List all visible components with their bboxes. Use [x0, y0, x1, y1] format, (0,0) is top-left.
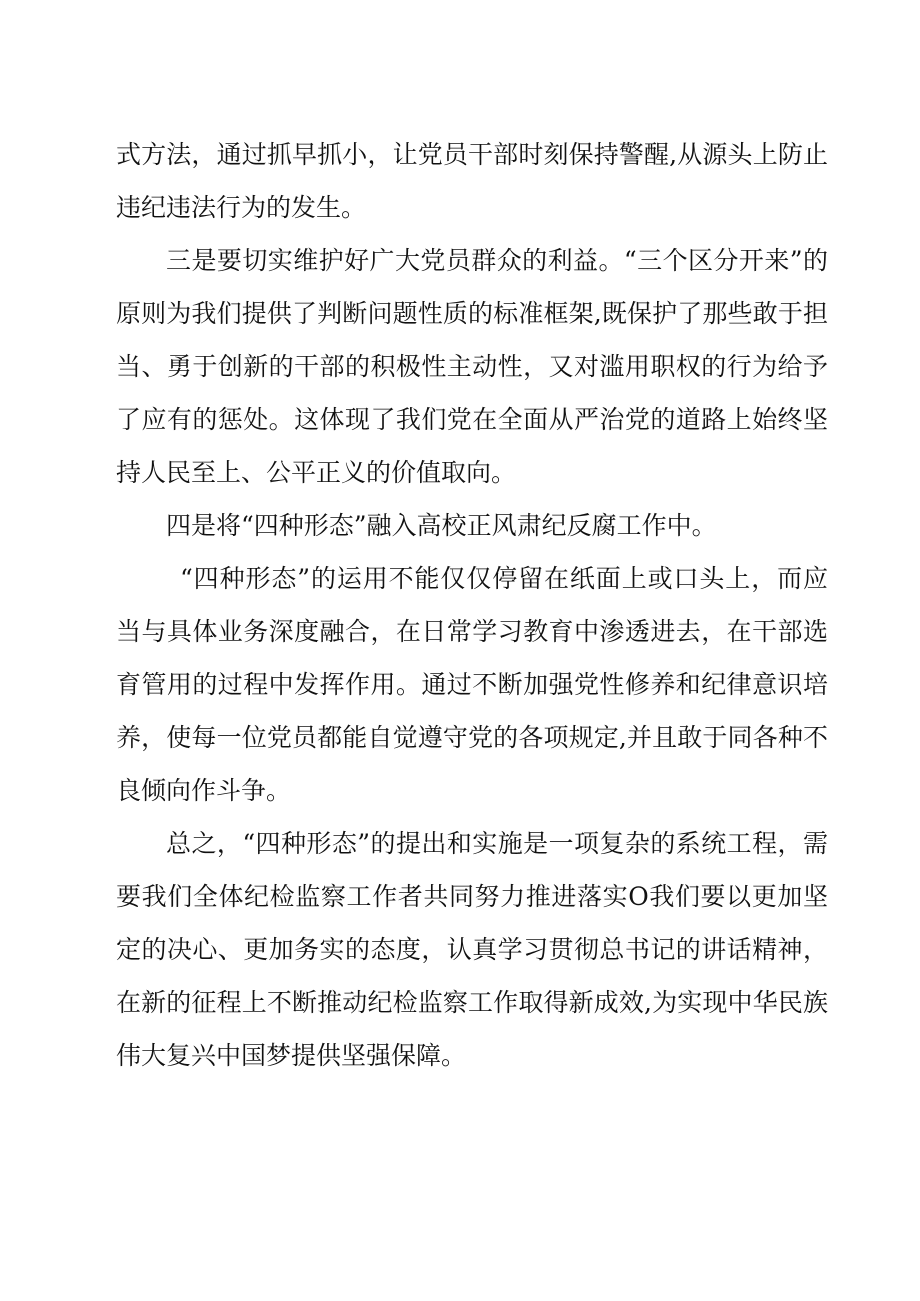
paragraph-point-three: 三是要切实维护好广大党员群众的利益。“三个区分开来”的原则为我们提供了判断问题性质的标准框架,既保护了那些敢于担当、勇于创新的干部的积极性主动性，又对滥用职权的行为给予了应有的惩处。这体现了我们党在全面从严治党的道路上始终坚持人民至上、公平正义的价值取向。 — [116, 246, 828, 487]
paragraph-conclusion: 总之，“四种形态”的提出和实施是一项复杂的系统工程，需要我们全体纪检监察工作者共同努力推进落实O我们要以更加坚定的决心、更加务实的态度，认真学习贯彻总书记的讲话精神，在新的征程上不断推动纪检监察工作取得新成效,为实现中华民族伟大复兴中国梦提供坚强保障。 — [116, 829, 828, 1070]
body-text — [116, 128, 828, 1082]
paragraph-point-four-heading: 四是将“四种形态”融入高校正风肃纪反腐工作中。 — [166, 511, 717, 540]
paragraph-four-forms-application: “四种形态”的运用不能仅仅停留在纸面上或口头上，而应当与具体业务深度融合，在日常学习教育中渗透进去，在干部选育管用的过程中发挥作用。通过不断加强党性修养和纪律意识培养，使每一位党员都能自觉遵守党的各项规定,并且敢于同各种不良倾向作斗争。 — [116, 564, 828, 805]
paragraph-continuation: 式方法，通过抓早抓小，让党员干部时刻保持警醒,从源头上防止违纪违法行为的发生。 — [116, 140, 828, 222]
